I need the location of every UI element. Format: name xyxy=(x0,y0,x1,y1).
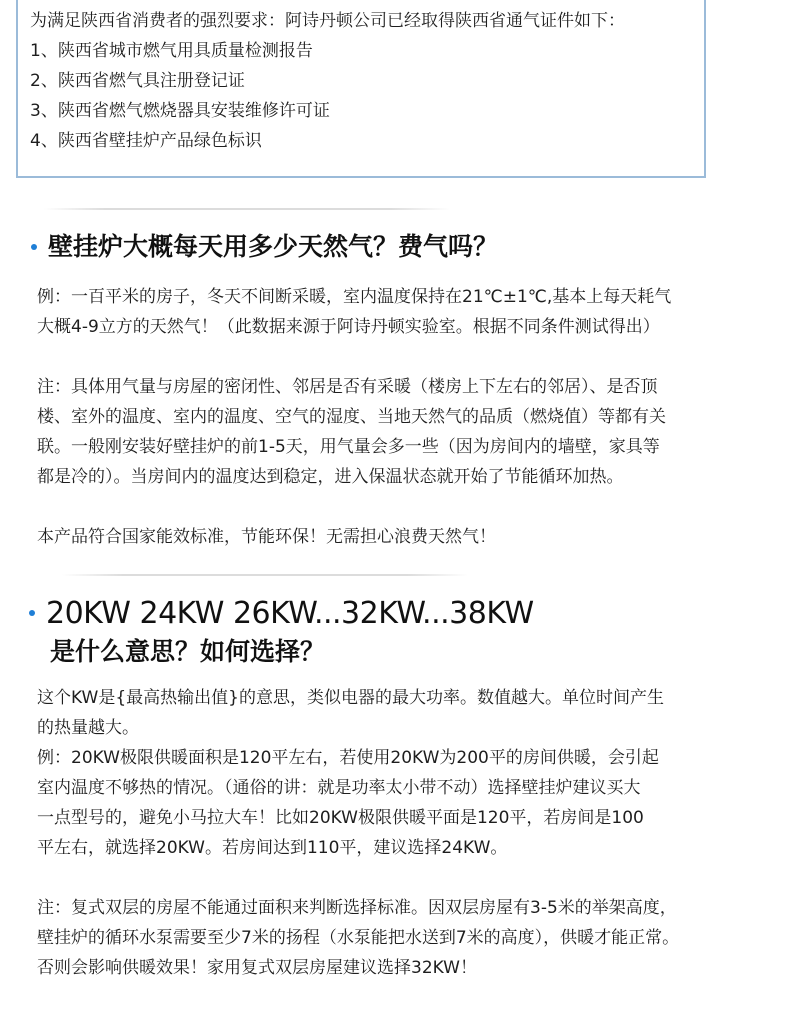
section1-example xyxy=(37,282,671,342)
section1-closing: 本产品符合国家能效标准，节能环保！无需担心浪费天然气！ xyxy=(37,527,496,547)
section-divider xyxy=(44,208,450,210)
text-line: 例：20KW极限供暖面积是120平左右，若使用20KW为200平的房间供暖，会引起 xyxy=(37,748,659,768)
notice-box xyxy=(16,0,706,178)
text-line: 大概4-9立方的天然气！（此数据来源于阿诗丹顿实验室。根据不同条件测试得出） xyxy=(37,317,660,337)
text-line: 平左右，就选择20KW。若房间达到110平，建议选择24KW。 xyxy=(37,838,508,858)
section2-body xyxy=(37,683,664,863)
section2-heading-question: 是什么意思？如何选择？ xyxy=(50,637,326,666)
text-line: 例：一百平米的房子，冬天不间断采暖，室内温度保持在21℃±1℃,基本上每天耗气 xyxy=(37,287,672,307)
text-line: 注：复式双层的房屋不能通过面积来判断选择标准。因双层房屋有3-5米的举架高度， xyxy=(37,898,677,918)
section1-heading: 壁挂炉大概每天用多少天然气？费气吗？ xyxy=(48,232,499,261)
section2-note xyxy=(37,893,679,983)
section2-heading-models: 20KW 24KW 26KW...32KW...38KW xyxy=(46,596,534,631)
bullet-dot-icon xyxy=(31,244,37,250)
text-line: 这个KW是{最高热输出值}的意思，类似电器的最大功率。数值越大。单位时间产生 xyxy=(37,688,664,708)
section1-note xyxy=(37,372,666,492)
text-line: 一点型号的，避免小马拉大车！比如20KW极限供暖平面是120平，若房间是100 xyxy=(37,808,644,828)
text-line: 都是冷的）。当房间内的温度达到稳定，进入保温状态就开始了节能循环加热。 xyxy=(37,467,624,487)
text-line: 联。一般刚安装好壁挂炉的前1-5天，用气量会多一些（因为房间内的墙壁，家具等 xyxy=(37,437,660,457)
notice-item: 3、陕西省燃气燃烧器具安装维修许可证 xyxy=(30,101,330,121)
notice-intro: 为满足陕西省消费者的强烈要求：阿诗丹顿公司已经取得陕西省通气证件如下： xyxy=(30,11,625,31)
notice-item: 1、陕西省城市燃气用具质量检测报告 xyxy=(30,41,313,61)
text-line: 楼、室外的温度、室内的温度、空气的湿度、当地天然气的品质（燃烧值）等都有关 xyxy=(37,407,666,427)
notice-item: 2、陕西省燃气具注册登记证 xyxy=(30,71,245,91)
text-line: 室内温度不够热的情况。（通俗的讲：就是功率太小带不动）选择壁挂炉建议买大 xyxy=(37,778,641,798)
notice-item: 4、陕西省壁挂炉产品绿色标识 xyxy=(30,131,262,151)
bullet-dot-icon xyxy=(29,610,35,616)
text-line: 否则会影响供暖效果！家用复式双层房屋建议选择32KW！ xyxy=(37,958,477,978)
text-line: 的热量越大。 xyxy=(37,718,139,738)
section-divider xyxy=(62,574,468,576)
text-line: 注：具体用气量与房屋的密闭性、邻居是否有采暖（楼房上下左右的邻居）、是否顶 xyxy=(37,377,658,397)
text-line: 壁挂炉的循环水泵需要至少7米的扬程（水泵能把水送到7米的高度），供暖才能正常。 xyxy=(37,928,680,948)
